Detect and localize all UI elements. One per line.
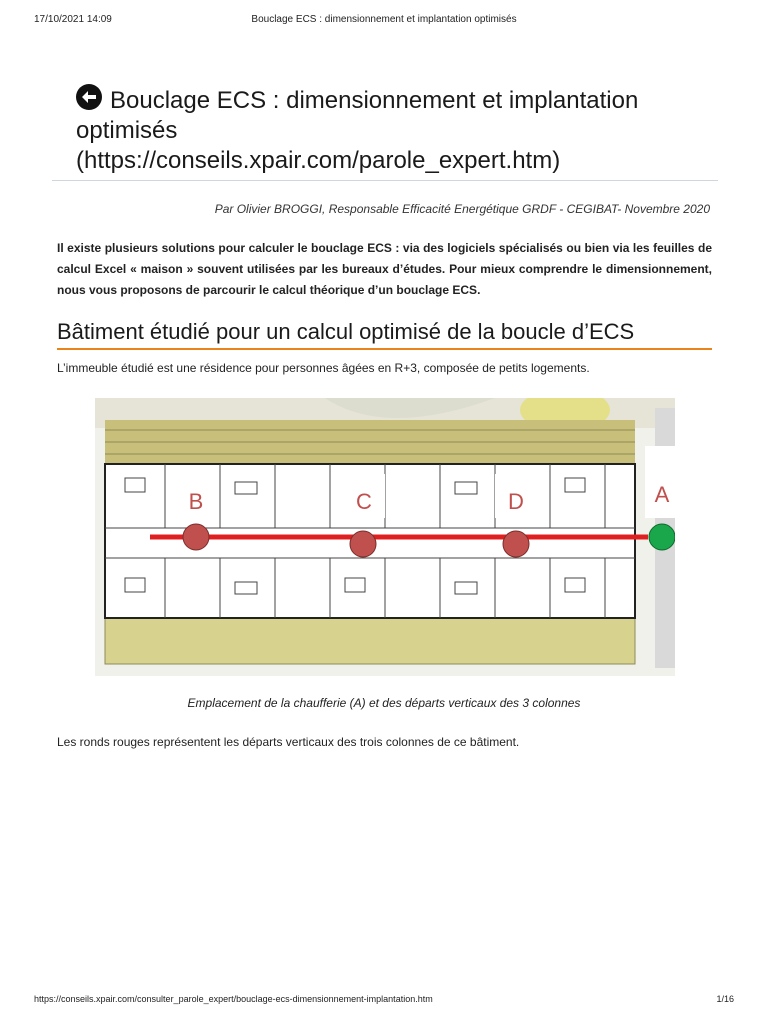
figure-caption: Emplacement de la chaufferie (A) et des départs verticaux des 3 colonnes bbox=[187, 696, 581, 710]
paragraph-red-dots: Les ronds rouges représentent les départs verticaux des trois colonnes de ce bâtiment. bbox=[57, 735, 520, 749]
depart-b-marker bbox=[183, 524, 209, 550]
article-title-link[interactable]: (https://conseils.xpair.com/parole_expert.htm) bbox=[76, 147, 561, 174]
print-date: 17/10/2021 14:09 bbox=[34, 14, 112, 25]
depart-d-marker bbox=[503, 531, 529, 557]
chaufferie-marker bbox=[649, 524, 675, 550]
print-page-title: Bouclage ECS : dimensionnement et implantation optimisés bbox=[251, 14, 517, 25]
arrow-left-circle-icon[interactable] bbox=[76, 84, 102, 110]
article-title bbox=[76, 84, 716, 176]
paragraph-building: L’immeuble étudié est une résidence pour personnes âgées en R+3, composée de petits logements. bbox=[57, 361, 590, 375]
byline: Par Olivier BROGGI, Responsable Efficacité Energétique GRDF - CEGIBAT- Novembre 2020 bbox=[214, 202, 710, 216]
article-title-text: Bouclage ECS : dimensionnement et implantation optimisés bbox=[76, 87, 639, 144]
label-a: A bbox=[654, 482, 670, 507]
depart-c-marker bbox=[350, 531, 376, 557]
title-divider bbox=[52, 180, 718, 181]
building-floor-plan bbox=[95, 398, 675, 676]
label-d: D bbox=[508, 489, 524, 514]
page-number: 1/16 bbox=[716, 994, 734, 1004]
print-url: https://conseils.xpair.com/consulter_parole_expert/bouclage-ecs-dimensionnement-implantation.htm bbox=[34, 994, 433, 1004]
intro-paragraph: Il existe plusieurs solutions pour calculer le bouclage ECS : via des logiciels spécialisés ou bien via les feuilles de calcul Excel « maison » souvent utilisées par les bureaux d’études. Pour mieux comprendre le dimensionnement, nous vous proposons de parcourir le calcul théorique d’un bouclage ECS. bbox=[57, 241, 712, 297]
section-heading: Bâtiment étudié pour un calcul optimisé de la boucle d’ECS bbox=[57, 318, 712, 350]
label-c: C bbox=[356, 489, 372, 514]
label-b: B bbox=[188, 489, 204, 514]
